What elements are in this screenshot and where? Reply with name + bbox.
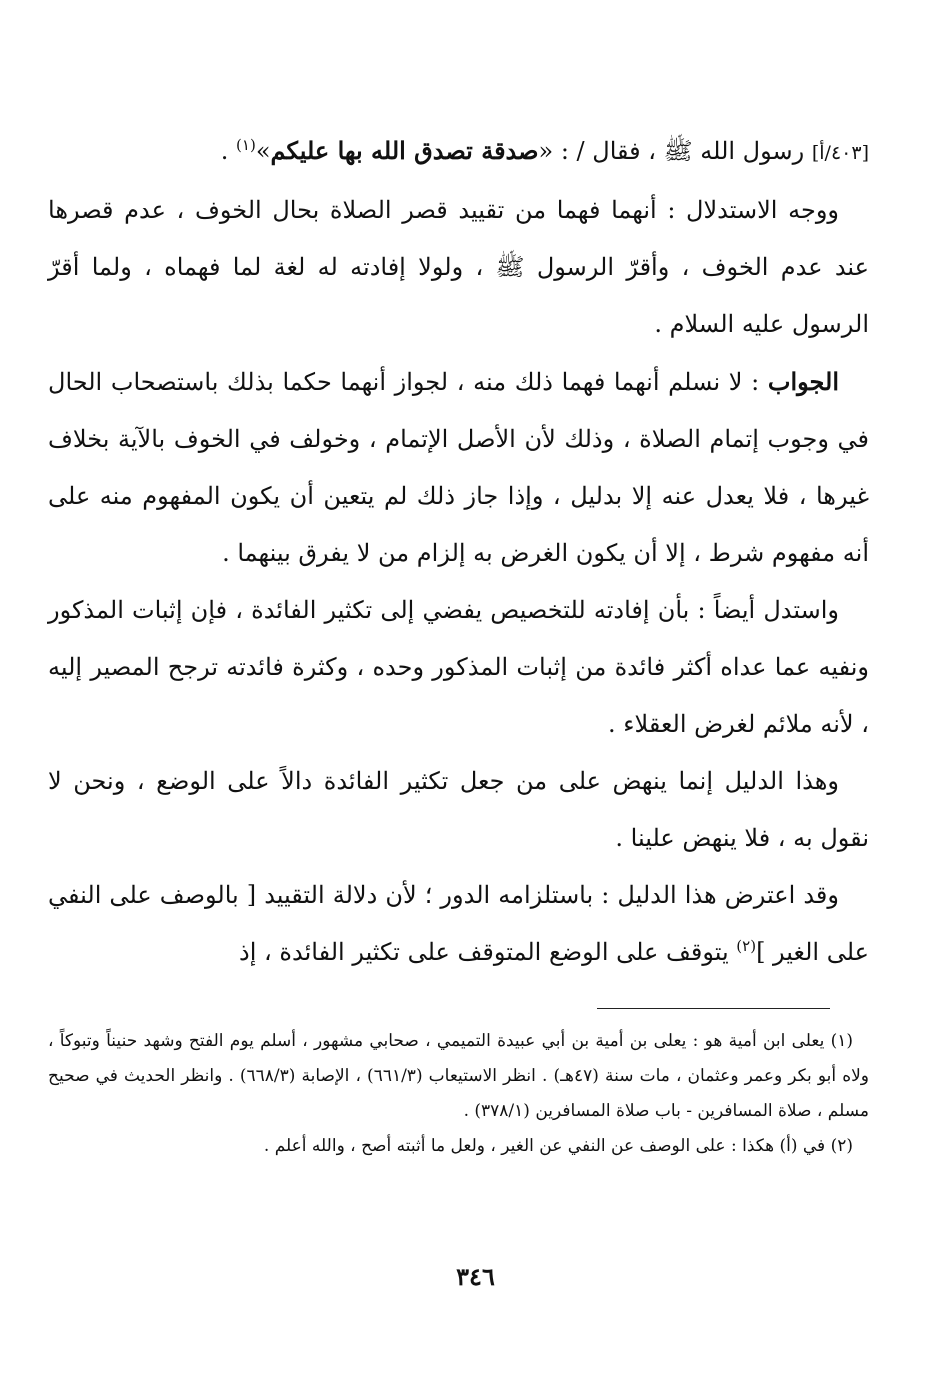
manuscript-folio-marker: [٤٠٣/أ]: [811, 142, 869, 164]
paragraph-6-tail: يتوقف على الوضع المتوقف على تكثير الفائدة ، إذ: [239, 938, 737, 966]
answer-heading: الجواب: [767, 367, 839, 396]
paragraph-6-text: وقد اعترض هذا الدليل : باستلزامه الدور ؛ لأن دلالة التقييد [ بالوصف على النفي على الغير ]: [48, 881, 869, 966]
paragraph-1: [48, 122, 869, 182]
footnote-ref-2[interactable]: (٢): [736, 937, 757, 955]
paragraph-5: [48, 753, 869, 867]
paragraph-5-text: وهذا الدليل إنما ينهض على من جعل تكثير الفائدة دالاً على الوضع ، ونحن لا نقول به ، فلا ينهض علينا .: [48, 767, 869, 852]
paragraph-1-text: رسول الله ﷺ ، فقال / : «: [538, 137, 805, 165]
quote-close: »: [255, 137, 271, 165]
paragraph-4: [48, 582, 869, 753]
paragraph-2-text: ووجه الاستدلال : أنهما فهما من تقييد قصر الصلاة بحال الخوف ، عدم قصرها عند عدم الخوف ، وأقرّ الرسول ﷺ ، ولولا إفادته له لغة لما فهماه ، ولما أقرّ الرسول عليه السلام .: [48, 196, 869, 338]
hadith-quote: صدقة تصدق الله بها عليكم: [270, 136, 539, 165]
paragraph-3-text: : لا نسلم أنهما فهما ذلك منه ، لجواز أنهما حكما بذلك باستصحاب الحال في وجوب إتمام الصلاة ، وذلك لأن الأصل الإتمام ، وخولف في الخوف بالآية بخلاف غيرها ، فلا يعدل عنه إلا بدليل ، وإذا جاز ذلك لم يتعين أن يكون المفهوم منه على أنه مفهوم شرط ، إلا أن يكون الغرض به إلزام من لا يفرق بينهما .: [48, 368, 869, 567]
paragraph-3: [48, 353, 869, 582]
footnote-2: (٢) في (أ) هكذا : على الوصف عن النفي عن الغير ، ولعل ما أثبته أصح ، والله أعلم .: [263, 1136, 853, 1156]
page-number: ٣٤٦: [456, 1262, 495, 1291]
footnote-divider: [597, 1008, 830, 1009]
main-text: [48, 122, 869, 981]
paragraph-6: [48, 867, 869, 981]
footnote-1: (١) يعلى ابن أمية هو : يعلى بن أمية بن أبي عبيدة التميمي ، صحابي مشهور ، أسلم يوم الفتح وشهد حنيناً وتبوكاً ، ولاه أبو بكر وعمر وعثمان ، مات سنة (٤٧هـ) . انظر الاستيعاب (٦٦١/٣) ، الإصابة (٦٦٨/٣) . وانظر الحديث في صحيح مسلم ، صلاة المسافرين - باب صلاة المسافرين (٣٧٨/١) .: [48, 1031, 870, 1121]
footnote-ref-1[interactable]: (١): [236, 136, 256, 154]
paragraph-1-tail: .: [220, 137, 237, 165]
paragraph-4-text: واستدل أيضاً : بأن إفادته للتخصيص يفضي إلى تكثير الفائدة ، فإن إثبات المذكور ونفيه عما عداه أكثر فائدة من إثبات المذكور وحده ، وكثرة فائدته ترجح المصير إليه ، لأنه ملائم لغرض العقلاء .: [48, 596, 869, 738]
footnotes: [48, 1024, 869, 1164]
paragraph-2: [48, 182, 869, 353]
